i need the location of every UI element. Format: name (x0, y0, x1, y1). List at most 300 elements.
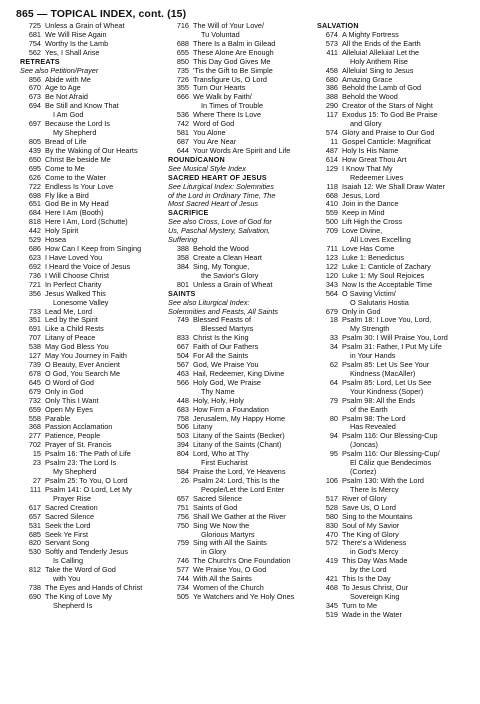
hymn-number: 694 (28, 101, 41, 111)
hymn-number: 120 (325, 270, 338, 280)
hymn-title: Fly like a Bird (45, 190, 89, 200)
hymn-title: Psalm 24: Lord, This Is the (193, 476, 280, 486)
index-entry (317, 557, 472, 566)
hymn-title: Create a Clean Heart (193, 252, 262, 262)
hymn-title: God Be in My Head (45, 199, 109, 209)
hymn-title: Psalm 16: The Path of Life (45, 449, 131, 459)
hymn-number: 850 (176, 56, 189, 66)
hymn-number: 564 (325, 288, 338, 298)
hymn-title: May God Bless You (45, 342, 109, 352)
hymn-number: 804 (176, 449, 189, 459)
hymn-title: Praise the Lord, Ye Heavens (193, 467, 286, 477)
hymn-number: 698 (28, 190, 41, 200)
index-entry (317, 432, 472, 441)
hymn-title: Here I Am, Lord (Schutte) (45, 217, 128, 227)
hymn-number: 668 (325, 190, 338, 200)
index-column-3 (317, 22, 472, 620)
hymn-title: I Heard the Voice of Jesus (45, 261, 131, 271)
hymn-number: 80 (329, 413, 338, 423)
hymn-title: Hosea (45, 235, 67, 245)
hymn-title: Open My Eyes (45, 404, 93, 414)
index-entry (20, 522, 162, 531)
index-entry (20, 84, 162, 93)
hymn-number: 343 (325, 279, 338, 289)
entry-title-continuation: Shepherd Is (53, 600, 93, 610)
hymn-number: 746 (176, 556, 189, 566)
hymn-number: 94 (329, 431, 338, 441)
hymn-title: Prayer of St. Francis (45, 440, 112, 450)
index-entry (20, 406, 162, 415)
hymn-title: Age to Age (45, 83, 81, 93)
hymn-title: Be Not Afraid (45, 92, 88, 102)
hymn-number: 812 (28, 565, 41, 575)
hymn-title: Love Divine, (342, 226, 383, 236)
hymn-title: Come to the Water (45, 172, 106, 182)
hymn-number: 558 (28, 413, 41, 423)
hymn-title: Psalm 98: All the Ends (342, 395, 416, 405)
hymn-title: Behold the Wood (342, 92, 398, 102)
hymn-title: How Can I Keep from Singing (45, 244, 142, 254)
entry-title-continuation: Tu Voluntad (201, 29, 240, 39)
hymn-number: 650 (28, 154, 41, 164)
hymn-number: 680 (325, 74, 338, 84)
hymn-number: 818 (28, 217, 41, 227)
hymn-number: 27 (32, 476, 41, 486)
hymn-number: 711 (326, 244, 338, 254)
hymn-title: Ye Watchers and Ye Holy Ones (193, 592, 295, 601)
hymn-number: 692 (28, 261, 41, 271)
hymn-title: Sacred Silence (193, 493, 243, 503)
hymn-number: 572 (325, 538, 338, 548)
hymn-number: 15 (32, 449, 41, 459)
hymn-title: Because the Lord Is (45, 119, 110, 129)
hymn-number: 673 (28, 92, 41, 102)
hymn-title: Psalm 18: I Love You, Lord, (342, 315, 432, 325)
hymn-title: Your Words Are Spirit and Life (193, 145, 291, 155)
hymn-number: 470 (325, 529, 338, 539)
hymn-number: 742 (176, 119, 189, 129)
hymn-number: 106 (325, 476, 338, 486)
entry-title-continuation: Glorious Martyrs (201, 529, 255, 539)
hymn-number: 670 (28, 83, 41, 93)
entry-title-continuation: Redeemer Lives (350, 172, 404, 182)
hymn-number: 739 (28, 360, 41, 370)
hymn-title: Exodus 15: To God Be Praise (342, 110, 438, 120)
hymn-number: 388 (325, 92, 338, 102)
index-entry (20, 513, 162, 522)
hymn-number: 458 (325, 65, 338, 75)
entry-title-continuation: and Glory (350, 119, 382, 129)
hymn-title: Psalm 141: O Lord, Let My (45, 484, 132, 494)
hymn-number: 574 (325, 128, 338, 138)
entry-title-continuation: Your Kindness (Soper) (350, 386, 424, 396)
index-column-2 (168, 22, 310, 602)
hymn-number: 674 (325, 29, 338, 39)
entry-title-continuation: Lonesome Valley (53, 297, 109, 307)
hymn-number: 667 (176, 342, 189, 352)
hymn-title: Transfigure Us, O Lord (193, 74, 267, 84)
hymn-title: Behold the Wood (193, 244, 249, 254)
hymn-title: By the Waking of Our Hearts (45, 145, 138, 155)
topic-heading: RETREATS (20, 56, 60, 66)
index-entry (317, 218, 472, 227)
see-also-note: Suffering (168, 235, 198, 245)
hymn-number: 754 (28, 38, 41, 48)
hymn-title: This Day Was Made (342, 556, 408, 566)
hymn-title: This Is the Day (342, 574, 391, 584)
topic-heading: SAINTS (168, 288, 196, 298)
hymn-title: Only in God (342, 306, 381, 316)
hymn-number: 626 (28, 172, 41, 182)
hymn-title: O Beauty, Ever Ancient (45, 360, 120, 370)
see-also-note: Most Sacred Heart of Jesus (168, 199, 259, 209)
index-entry (168, 379, 310, 388)
hymn-title: River of Glory (342, 493, 387, 503)
hymn-title: Here I Am (Booth) (45, 208, 104, 218)
index-entry (20, 531, 162, 540)
hymn-title: Isaiah 12: We Shall Draw Water (342, 181, 446, 191)
entry-title-continuation: People/Let the Lord Enter (201, 484, 285, 494)
entry-title-continuation: I Am God (53, 110, 84, 120)
hymn-number: 34 (329, 342, 338, 352)
hymn-number: 681 (28, 29, 41, 39)
index-entry (20, 566, 162, 575)
entry-title-continuation: Sovereign King (350, 592, 400, 601)
hymn-number: 697 (28, 119, 41, 129)
hymn-number: 419 (325, 556, 338, 566)
hymn-number: 386 (325, 83, 338, 93)
hymn-number: 111 (29, 484, 41, 494)
entry-title-continuation: Blessed Martyrs (201, 324, 254, 334)
hymn-title: May You Journey in Faith (45, 351, 127, 361)
hymn-number: 538 (28, 342, 41, 352)
hymn-title: Sing to the Mountains (342, 511, 413, 521)
hymn-number: 679 (28, 386, 41, 396)
hymn-number: 651 (28, 199, 41, 209)
index-entry (20, 102, 162, 111)
hymn-title: Softly and Tenderly Jesus (45, 547, 129, 557)
hymn-title: Christ Is the King (193, 333, 249, 343)
hymn-number: 122 (325, 261, 338, 271)
index-entry (317, 397, 472, 406)
entry-title-continuation: Thy Name (201, 386, 235, 396)
hymn-title: I Will Choose Christ (45, 270, 110, 280)
hymn-title: Lead Me, Lord (45, 306, 93, 316)
hymn-title: With All the Saints (193, 574, 252, 584)
hymn-number: 736 (28, 270, 41, 280)
hymn-title: 'Tis the Gift to Be Simple (193, 65, 273, 75)
page-title: 865 — TOPICAL INDEX, cont. (15) (16, 8, 187, 20)
hymn-title: All the Ends of the Earth (342, 38, 421, 48)
hymn-title: Litany of the Saints (Chant) (193, 440, 282, 450)
hymn-title: Lord, Who at Thy (193, 449, 249, 459)
hymn-title: The King of Love My (45, 592, 112, 601)
hymn-number: 657 (176, 493, 189, 503)
hymn-number: 439 (28, 145, 41, 155)
hymn-title: Litany of Peace (45, 333, 96, 343)
see-also-note: Solemnities and Feasts, All Saints (168, 306, 279, 316)
hymn-number: 531 (28, 520, 41, 530)
index-entry (20, 218, 162, 227)
hymn-number: 686 (28, 244, 41, 254)
hymn-title: Join in the Dance (342, 199, 399, 209)
index-entry (20, 486, 162, 495)
hymn-number: 580 (325, 511, 338, 521)
see-also-note: of the Lord in Ordinary Time, The (168, 190, 276, 200)
entry-title-continuation: in Glory (201, 547, 227, 557)
hymn-title: Servant Song (45, 538, 90, 548)
hymn-number: 750 (176, 520, 189, 530)
hymn-number: 758 (176, 413, 189, 423)
hymn-number: 716 (176, 21, 189, 30)
hymn-title: Save Us, O Lord (342, 502, 396, 512)
hymn-number: 805 (28, 136, 41, 146)
hymn-number: 695 (28, 163, 41, 173)
hymn-title: Endless Is Your Love (45, 181, 114, 191)
hymn-title: A Mighty Fortress (342, 29, 399, 39)
entry-title-continuation: by the Lord (350, 565, 387, 575)
hymn-title: Psalm 23: The Lord Is (45, 458, 117, 468)
topic-heading: SACRIFICE (168, 208, 209, 218)
hymn-title: Saints of God (193, 502, 238, 512)
hymn-title: Luke 1: My Soul Rejoices (342, 270, 425, 280)
hymn-number: 726 (176, 74, 189, 84)
entry-title-continuation: First Eucharist (201, 458, 248, 468)
hymn-number: 358 (176, 252, 189, 262)
hymn-title: Passion Acclamation (45, 422, 113, 432)
entry-title-continuation: Prayer Rise (53, 493, 92, 503)
see-also-note: See also Petition/Prayer (20, 65, 99, 75)
hymn-number: 644 (176, 145, 189, 155)
hymn-number: 529 (28, 235, 41, 245)
entry-title-continuation: of the Earth (350, 404, 388, 414)
hymn-title: Parable (45, 413, 71, 423)
hymn-title: For All the Saints (193, 351, 249, 361)
hymn-title: Soul of My Savior (342, 520, 400, 530)
hymn-title: Alleluia! Alleluia! Let the (342, 47, 420, 57)
hymn-title: Luke 1: Canticle of Zachary (342, 261, 431, 271)
hymn-title: Glory and Praise to Our God (342, 128, 435, 138)
hymn-title: These Alone Are Enough (193, 47, 274, 57)
hymn-title: Sing We Now the (193, 520, 250, 530)
index-entry (168, 129, 310, 138)
hymn-title: Come to Me (45, 163, 85, 173)
hymn-title: Take the Word of God (45, 565, 116, 575)
hymn-title: Seek the Lord (45, 520, 91, 530)
hymn-number: 759 (176, 538, 189, 548)
hymn-number: 33 (329, 333, 338, 343)
hymn-title: Psalm 98: The Lord (342, 413, 406, 423)
hymn-title: Only This I Want (45, 395, 99, 405)
topic-heading: SACRED HEART OF JESUS (168, 172, 267, 182)
hymn-number: 645 (28, 377, 41, 387)
hymn-title: Worthy Is the Lamb (45, 38, 109, 48)
hymn-title: Psalm 31: Father, I Put My Life (342, 342, 442, 352)
hymn-number: 26 (180, 476, 189, 486)
hymn-title: Unless a Grain of Wheat (45, 21, 125, 30)
hymn-title: Sacred Silence (45, 511, 95, 521)
hymn-number: 690 (28, 592, 41, 601)
entry-title-continuation: My Shepherd (53, 128, 97, 138)
hymn-title: Alleluia! Sing to Jesus (342, 65, 414, 75)
hymn-title: Seek Ye First (45, 529, 88, 539)
entry-title-continuation: My Shepherd (53, 467, 97, 477)
hymn-number: 368 (28, 422, 41, 432)
hymn-number: 679 (325, 306, 338, 316)
hymn-title: We Praise You, O God (193, 565, 267, 575)
hymn-title: Litany of the Saints (Becker) (193, 431, 285, 441)
entry-title-continuation: My Strength (350, 324, 390, 334)
hymn-number: 830 (325, 520, 338, 530)
hymn-number: 442 (28, 226, 41, 236)
hymn-number: 463 (176, 368, 189, 378)
hymn-title: Turn Our Hearts (193, 83, 246, 93)
hymn-title: O God, You Search Me (45, 368, 121, 378)
hymn-number: 536 (176, 110, 189, 120)
entry-title-continuation: There Is Mercy (350, 484, 399, 494)
hymn-number: 722 (28, 181, 41, 191)
hymn-number: 725 (28, 21, 41, 30)
index-entry (317, 67, 472, 76)
index-entry (20, 548, 162, 557)
hymn-title: Unless a Grain of Wheat (193, 279, 273, 289)
entry-title-continuation: the Savior's Glory (201, 270, 259, 280)
hymn-number: 734 (176, 583, 189, 593)
hymn-number: 519 (325, 609, 338, 619)
hymn-number: 614 (325, 154, 338, 164)
hymn-title: Blessed Feasts of (193, 315, 251, 325)
hymn-number: 566 (176, 377, 189, 387)
hymn-title: Creator of the Stars of Night (342, 101, 433, 111)
hymn-number: 685 (28, 529, 41, 539)
hymn-title: We Will Rise Again (45, 29, 107, 39)
hymn-title: Hail, Redeemer, King Divine (193, 368, 285, 378)
hymn-title: Behold the Lamb of God (342, 83, 422, 93)
hymn-number: 678 (28, 368, 41, 378)
hymn-number: 573 (325, 38, 338, 48)
hymn-title: Holy Spirit (45, 226, 79, 236)
hymn-number: 411 (326, 47, 338, 57)
hymn-number: 683 (176, 404, 189, 414)
hymn-number: 345 (325, 600, 338, 610)
hymn-number: 666 (176, 92, 189, 102)
hymn-number: 500 (325, 217, 338, 227)
hymn-number: 388 (176, 244, 189, 254)
index-entry (20, 156, 162, 165)
hymn-title: Turn to Me (342, 600, 378, 610)
hymn-number: 856 (28, 74, 41, 84)
hymn-title: Where There Is Love (193, 110, 262, 120)
hymn-title: Like a Child Rests (45, 324, 104, 334)
hymn-title: Litany (193, 422, 213, 432)
hymn-title: Be Still and Know That (45, 101, 119, 111)
hymn-title: We Walk by Faith/ (193, 92, 252, 102)
hymn-number: 351 (28, 315, 41, 325)
hymn-number: 530 (28, 547, 41, 557)
hymn-number: 801 (176, 279, 189, 289)
hymn-title: Holy, Holy, Holy (193, 395, 244, 405)
hymn-number: 356 (28, 288, 41, 298)
hymn-number: 749 (176, 315, 189, 325)
hymn-number: 517 (325, 493, 338, 503)
entry-title-continuation: Kindness (MacAller) (350, 368, 416, 378)
index-entry (20, 379, 162, 388)
hymn-title: Psalm 130: With the Lord (342, 476, 424, 486)
entry-title-continuation: In Times of Trouble (201, 101, 264, 111)
hymn-number: 702 (28, 440, 41, 450)
hymn-number: 503 (176, 431, 189, 441)
hymn-title: Word of God (193, 119, 235, 129)
index-entry (168, 593, 310, 602)
hymn-title: Psalm 85: Let Us See Your (342, 360, 430, 370)
hymn-title: God, We Praise You (193, 360, 259, 370)
hymn-number: 79 (329, 395, 338, 405)
hymn-number: 18 (329, 315, 338, 325)
hymn-title: Amazing Grace (342, 74, 393, 84)
hymn-number: 738 (28, 583, 41, 593)
hymn-number: 117 (326, 110, 338, 120)
index-entry (317, 200, 472, 209)
hymn-title: I Know That My (342, 163, 393, 173)
hymn-number: 506 (176, 422, 189, 432)
hymn-number: 505 (176, 592, 189, 601)
hymn-title: Now Is the Acceptable Time (342, 279, 433, 289)
index-entry (168, 539, 310, 548)
hymn-number: 709 (325, 226, 338, 236)
hymn-number: 657 (28, 511, 41, 521)
hymn-number: 410 (325, 199, 338, 209)
index-entry (317, 183, 472, 192)
hymn-number: 562 (28, 47, 41, 57)
hymn-number: 559 (325, 208, 338, 218)
hymn-title: Holy Is His Name (342, 145, 399, 155)
hymn-title: Bread of Life (45, 136, 87, 146)
hymn-number: 820 (28, 538, 41, 548)
hymn-number: 691 (28, 324, 41, 334)
hymn-title: Faith of Our Fathers (193, 342, 259, 352)
hymn-number: 448 (176, 395, 189, 405)
see-also-note: See Liturgical Index: Solemnities (168, 181, 274, 191)
hymn-number: 756 (176, 511, 189, 521)
hymn-number: 567 (176, 360, 189, 370)
index-entry (317, 611, 472, 620)
hymn-title: There Is a Balm in Gilead (193, 38, 276, 48)
hymn-number: 468 (325, 583, 338, 593)
hymn-title: There's a Wideness (342, 538, 407, 548)
hymn-number: 118 (326, 181, 338, 191)
entry-title-continuation: O Salutaris Hostia (350, 297, 409, 307)
hymn-number: 684 (28, 208, 41, 218)
index-entry (317, 316, 472, 325)
index-column-1 (20, 22, 162, 611)
hymn-title: Luke 1: Benedictus (342, 252, 405, 262)
hymn-number: 688 (176, 38, 189, 48)
hymn-title: Christ Be beside Me (45, 154, 111, 164)
hymn-number: 623 (28, 252, 41, 262)
hymn-number: 577 (176, 565, 189, 575)
entry-title-continuation: All Loves Excelling (350, 235, 411, 245)
see-also-note: See also Liturgical Index: (168, 297, 250, 307)
hymn-title: Keep in Mind (342, 208, 385, 218)
entry-title-continuation: Holy Anthem Rise (350, 56, 408, 66)
hymn-title: Jerusalem, My Happy Home (193, 413, 286, 423)
index-entry (317, 111, 472, 120)
hymn-number: 732 (28, 395, 41, 405)
hymn-number: 62 (329, 360, 338, 370)
hymn-title: Wade in the Water (342, 609, 402, 619)
hymn-title: Psalm 30: I Will Praise You, Lord (342, 333, 448, 343)
hymn-number: 733 (28, 306, 41, 316)
